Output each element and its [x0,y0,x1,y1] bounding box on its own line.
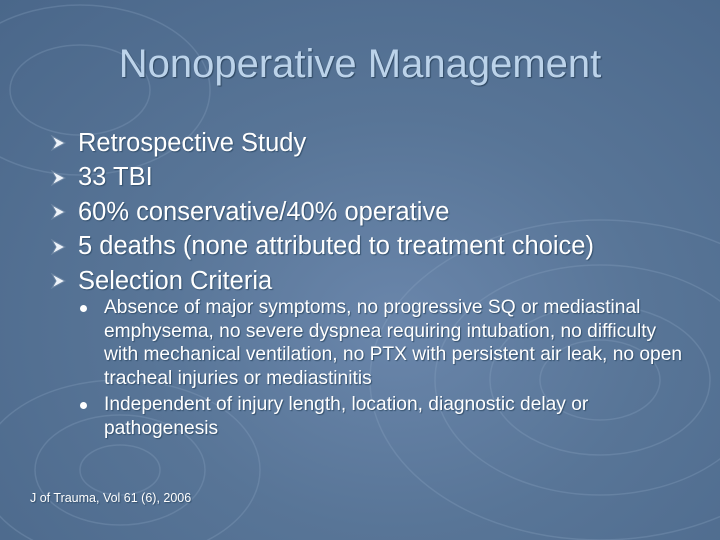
dot-bullet-icon [80,402,87,409]
bullet-text: Retrospective Study [78,128,307,157]
bullet-list [48,126,594,299]
dot-bullet-icon [80,305,87,312]
bullet-item [48,126,594,161]
sub-bullet-text: Absence of major symptoms, no progressive SQ or mediastinal emphysema, no severe dyspnea requiring intubation, no difficulty with mechanical ventilation, no PTX with persistent air leak, no open tracheal injuries or mediastinitis [104,297,683,389]
sub-bullet-item [78,296,693,390]
arrow-bullet-icon [48,237,74,257]
arrow-bullet-icon [48,271,74,291]
sub-bullet-item [78,393,693,440]
bullet-item [48,230,594,265]
arrow-bullet-icon [48,133,74,153]
bullet-item [48,195,594,230]
bullet-text: 33 TBI [78,163,153,192]
bullet-text: 60% conservative/40% operative [78,197,450,226]
sub-bullet-list [78,296,693,440]
arrow-bullet-icon [48,168,74,188]
arrow-bullet-icon [48,202,74,222]
bullet-text: Selection Criteria [78,266,273,295]
bullet-item [48,161,594,196]
slide-title: Nonoperative Management [118,42,602,86]
sub-bullet-text: Independent of injury length, location, diagnostic delay or pathogenesis [104,394,589,439]
bullet-item [48,264,594,299]
bullet-text: 5 deaths (none attributed to treatment choice) [78,232,594,261]
citation: J of Trauma, Vol 61 (6), 2006 [30,491,192,505]
